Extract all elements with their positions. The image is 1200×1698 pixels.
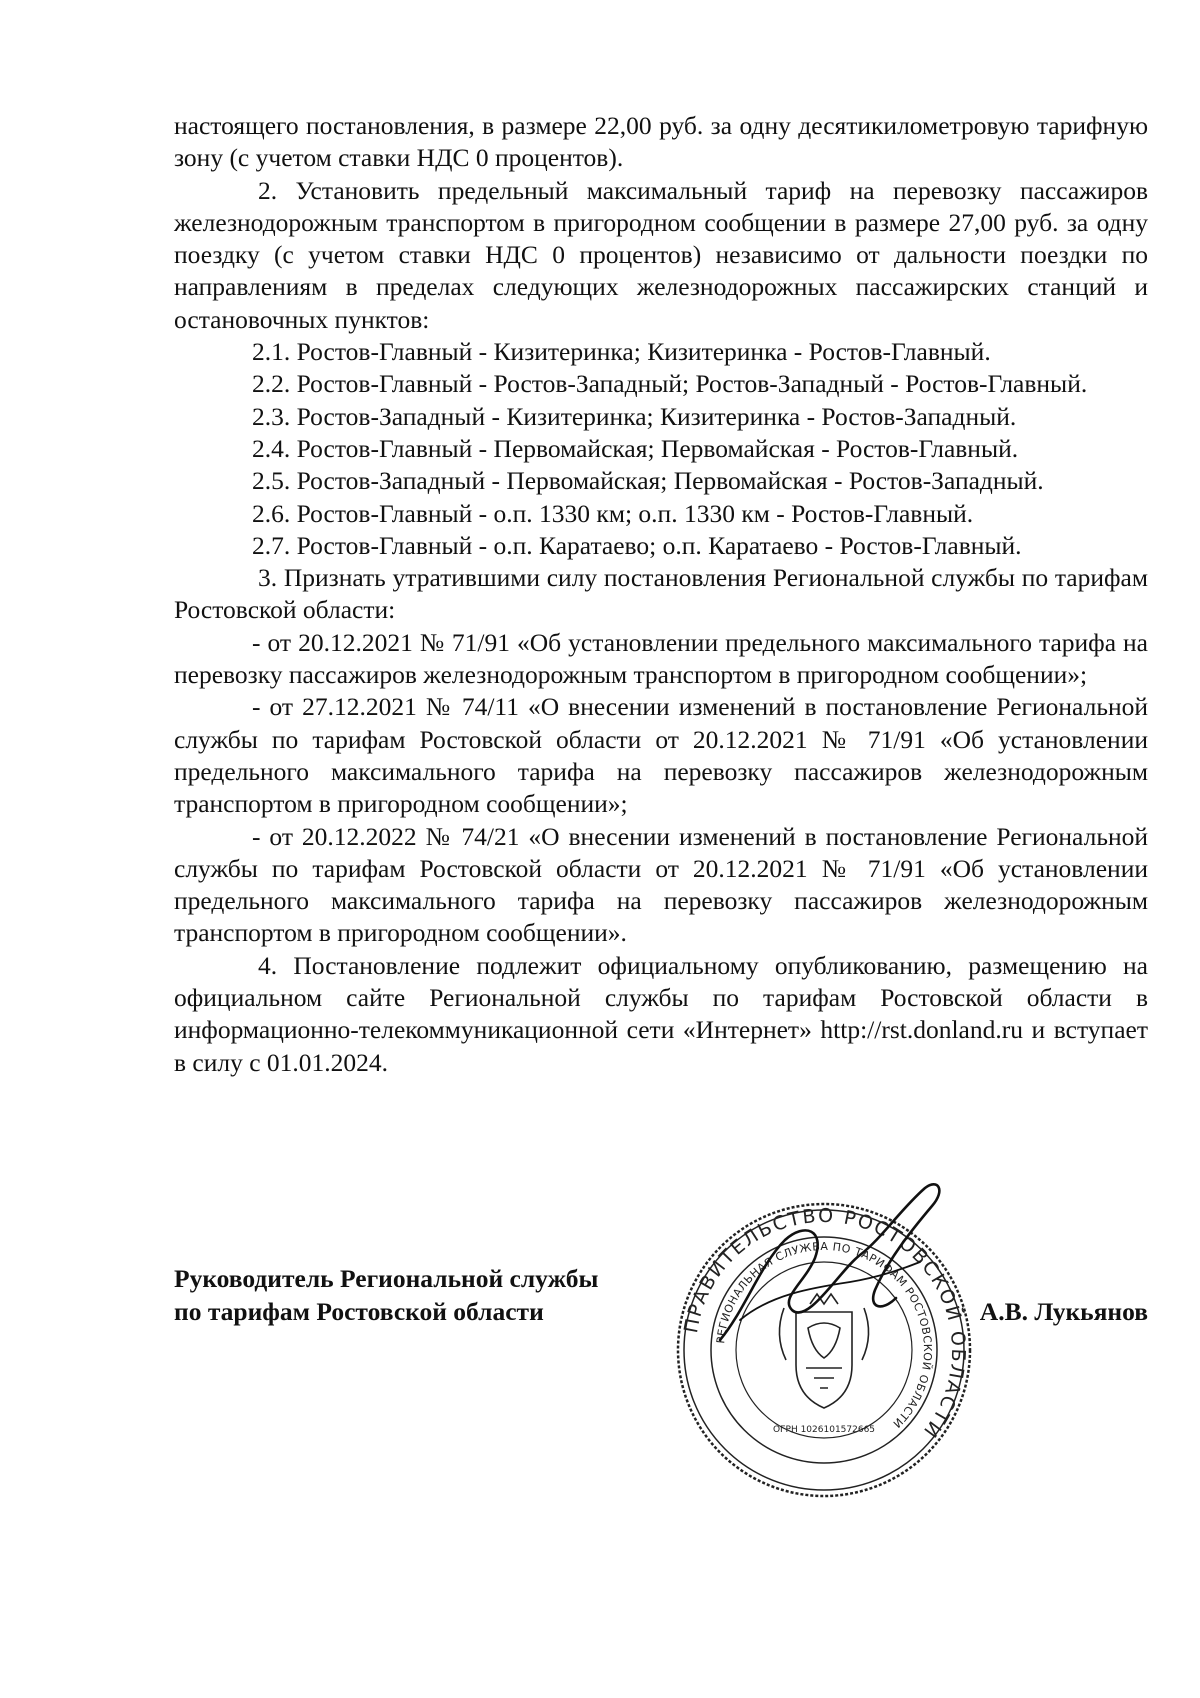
list-item-2-3: 2.3. Ростов-Западный - Кизитеринка; Кизитеринка - Ростов-Западный. xyxy=(252,401,1017,431)
list-item-2-6: 2.6. Ростов-Главный - о.п. 1330 км; о.п. 1330 км - Ростов-Главный. xyxy=(252,498,974,528)
signer-title xyxy=(174,1262,598,1328)
signer-title-line-2: по тарифам Ростовской области xyxy=(174,1297,544,1326)
document-body xyxy=(174,110,1148,1079)
signer-title-line-1: Руководитель Региональной службы xyxy=(174,1264,599,1293)
handwritten-signature xyxy=(700,1170,960,1380)
paragraph-clause-2: 2. Установить предельный максимальный тариф на перевозку пассажиров железнодорожным транспортом в пригородном сообщении в размере 27,00 руб. за одну поездку (с учетом ставки НДС 0 процентов) независимо от дальности поездки по направлениям в пределах следующих железнодорожных пассажирских станций и остановочных пунктов: xyxy=(174,175,1148,334)
repealed-item-1: - от 20.12.2021 № 71/91 «Об установлении предельного максимального тарифа на перевозку пассажиров железнодорожным транспортом в пригородном сообщении»; xyxy=(174,627,1148,690)
seal-inner-text: РЕГИОНАЛЬНАЯ СЛУЖБА ПО ТАРИФАМ РОСТОВСКОЙ ОБЛАСТИ xyxy=(714,1239,935,1431)
paragraph-clause-4: 4. Постановление подлежит официальному опубликованию, размещению на официальном сайте Региональной службы по тарифам Ростовской области в информационно-телекоммуникационной сети «Интернет» http://rst.donland.ru и вступает в силу с 01.01.2024. xyxy=(174,950,1148,1077)
list-item-2-1: 2.1. Ростов-Главный - Кизитеринка; Кизитеринка - Ростов-Главный. xyxy=(252,337,991,367)
paragraph-clause-3: 3. Признать утратившими силу постановления Региональной службы по тарифам Ростовской области: xyxy=(174,563,1148,625)
repealed-item-2: - от 27.12.2021 № 74/11 «О внесении изменений в постановление Региональной службы по тарифам Ростовской области от 20.12.2021 № 71/91 «Об установлении предельного максимального тарифа на перевозку пассажиров железнодорожным транспортом в пригородном сообщении»; xyxy=(174,692,1148,819)
list-item-2-5: 2.5. Ростов-Западный - Первомайская; Первомайская - Ростов-Западный. xyxy=(252,466,1044,496)
seal-outer-text: ПРАВИТЕЛЬСТВО РОСТОВСКОЙ ОБЛАСТИ xyxy=(680,1204,970,1443)
repealed-item-3: - от 20.12.2022 № 74/21 «О внесении изменений в постановление Региональной службы по тарифам Ростовской области от 20.12.2021 № 71/91 «Об установлении предельного максимального тарифа на перевозку пассажиров железнодорожным транспортом в пригородном сообщении». xyxy=(174,821,1148,948)
list-item-2-4: 2.4. Ростов-Главный - Первомайская; Первомайская - Ростов-Главный. xyxy=(252,433,1019,463)
paragraph-continuation: настоящего постановления, в размере 22,00 руб. за одну десятикилометровую тарифную зону (с учетом ставки НДС 0 процентов). xyxy=(174,111,1148,173)
signer-name: А.В. Лукьянов xyxy=(979,1297,1148,1326)
list-item-2-2: 2.2. Ростов-Главный - Ростов-Западный; Ростов-Западный - Ростов-Главный. xyxy=(252,369,1088,399)
seal-ogrn: ОГРН 1026101572665 xyxy=(772,1425,876,1435)
list-item-2-7: 2.7. Ростов-Главный - о.п. Каратаево; о.п. Каратаево - Ростов-Главный. xyxy=(252,530,1022,560)
